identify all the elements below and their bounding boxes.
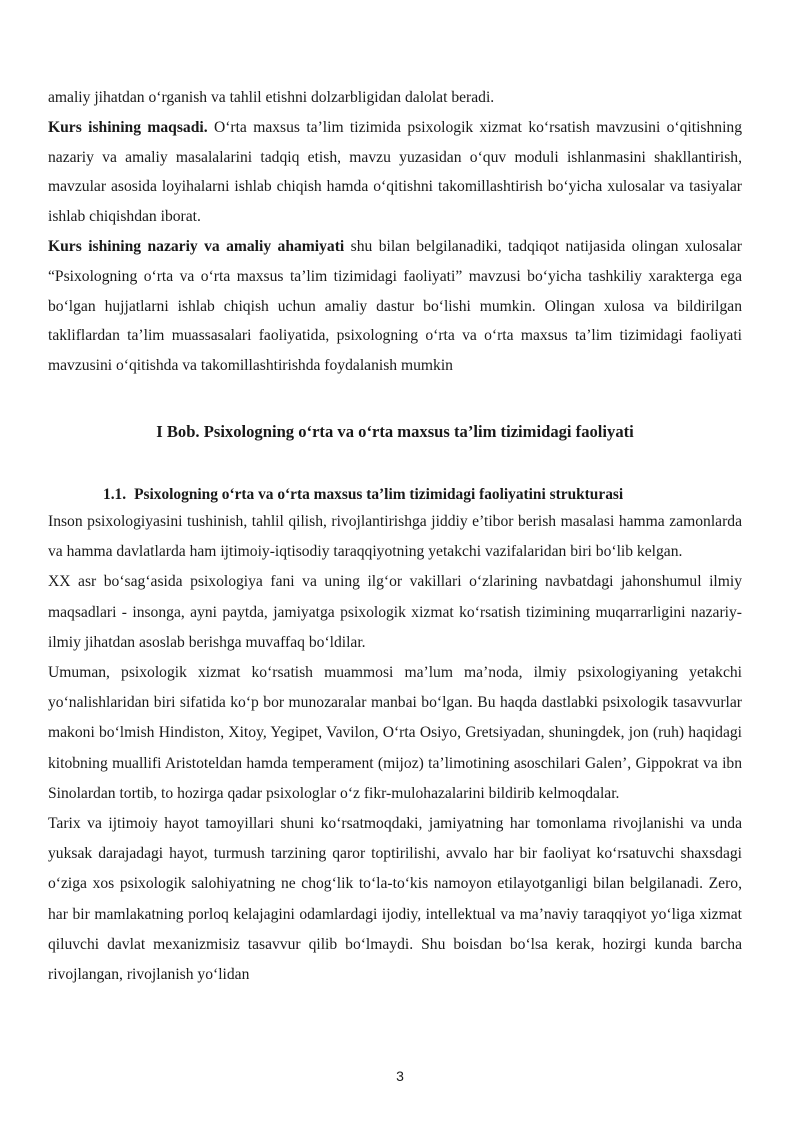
page-number: 3: [396, 1068, 404, 1084]
significance-text: shu bilan belgilanadiki, tadqiqot natijasida olingan xulosalar “Psixologning o‘rta va o‘rta maxsus ta’lim tizimidagi faoliyati” mavzusi bo‘yicha tashkiliy xarakterga ega bo‘lgan hujjatlarni ishlab chiqish uchun amaliy dastur bo‘lishi mumkin. Olingan xulosa va bildirilgan takliflardan ta’lim muassasalari faoliyatida, psixologning o‘rta va o‘rta maxsus ta’lim tizimidagi faoliyati mavzusini o‘qitishda va takomillashtirishda foydalanish mumkin: [48, 237, 742, 375]
paragraph: XX asr bo‘sag‘asida psixologiya fani va uning ilg‘or vakillari o‘zlarining navbatdagi jahonshumul ilmiy maqsadlari - insonga, ayni paytda, jamiyatga psixologik xizmat ko‘rsatish tizimining muqarrarligini nazariy-ilmiy jihatdan asoslab berishga muvaffaq bo‘ldilar.: [48, 573, 742, 651]
significance-label: Kurs ishining nazariy va amaliy ahamiyati: [48, 237, 345, 255]
section-title: Psixologning o‘rta va o‘rta maxsus ta’lim tizimidagi faoliyatini strukturasi: [134, 486, 624, 503]
paragraph: Inson psixologiyasini tushinish, tahlil qilish, rivojlantirishga jiddiy e’tibor berish masalasi hamma zamonlarda va hamma davlatlarda ham ijtimoiy-iqtisodiy taraqqiyotning yetakchi vazifalaridan biri bo‘lib kelgan.: [48, 513, 742, 561]
intro-line: amaliy jihatdan o‘rganish va tahlil etishni dolzarbligidan dalolat beradi.: [48, 89, 495, 106]
paragraph: Tarix va ijtimoiy hayot tamoyillari shuni ko‘rsatmoqdaki, jamiyatning har tomonlama rivojlanishi va unda yuksak darajadagi hayot, turmush tarzining qaror toptirilishi, avvalo har bir faoliyat ko‘rsatuvchi shaxsdagi o‘ziga xos psixologik salohiyatning ne chog‘lik to‘la-to‘kis namoyon etilayotganligi bilan belgilanadi. Zero, har bir mamlakatning porloq kelajagini odamlardagi ijodiy, intellektual va ma’naviy taraqqiyot yo‘liga xizmat qiluvchi davlat mexanizmisiz tasavvur qilib bo‘lmaydi. Shu boisdan bo‘lsa kerak, hozirgi kunda barcha rivojlangan, rivojlanish yo‘lidan: [48, 815, 742, 984]
section-body: [48, 507, 742, 990]
significance-paragraph: [48, 232, 742, 381]
goal-paragraph: [48, 113, 742, 232]
intro-block: [48, 83, 742, 381]
goal-text: O‘rta maxsus ta’lim tizimida psixologik xizmat ko‘rsatish mavzusini o‘qitishning nazariy va amaliy masalalarini tadqiq etish, mavzu yuzasidan o‘quv moduli ishlanmasini shakllantirish, mavzular asosida loyihalarni ishlab chiqish hamda o‘qitishni takomillashtirish bo‘yicha xulosalar va tasiyalar ishlab chiqishdan iborat.: [48, 118, 743, 226]
paragraph: Umuman, psixologik xizmat ko‘rsatish muammosi ma’lum ma’noda, ilmiy psixologiyaning yetakchi yo‘nalishlaridan biri sifatida ko‘p bor munozaralar manbai bo‘lgan. Bu haqda dastlabki psixologik tasavvurlar makoni bo‘lmish Hindiston, Xitoy, Yegipet, Vavilon, O‘rta Osiyo, Gretsiyadan, shuningdek, jon (ruh) haqidagi kitobning muallifi Aristoteldan hamda temperament (mijoz) ta’limotining asoschilari Galen’, Gippokrat va ibn Sinolardan tortib, to hozirga qadar psixologlar o‘z fikr-mulohazalarini bildirib kelmoqdalar.: [48, 664, 742, 802]
chapter-title: I Bob. Psixologning o‘rta va o‘rta maxsus ta’lim tizimidagi faoliyati: [156, 422, 634, 441]
section-heading: [103, 480, 743, 509]
goal-label: Kurs ishining maqsadi.: [48, 118, 208, 136]
section-number: 1.1.: [103, 486, 127, 503]
